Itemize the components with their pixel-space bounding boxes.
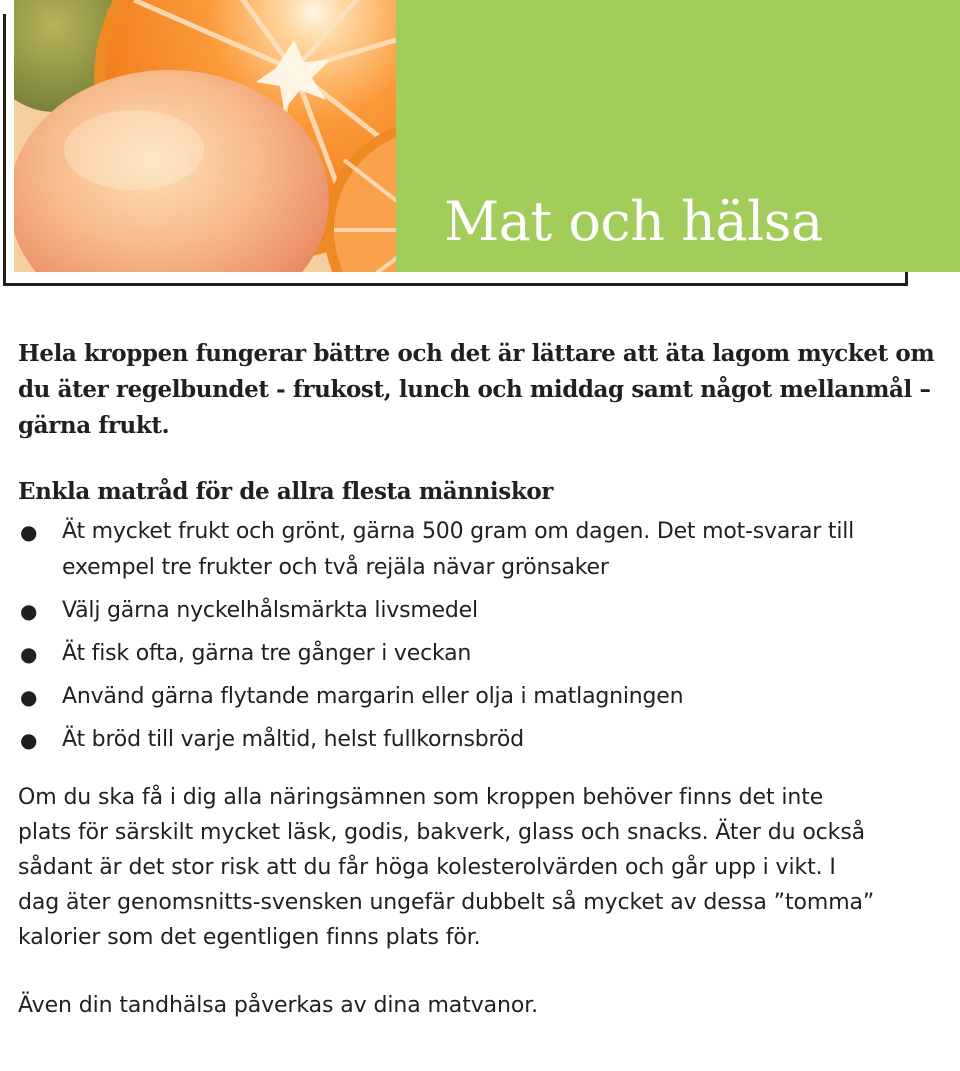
bullet-icon: ●	[20, 685, 38, 709]
body-paragraph: Även din tandhälsa påverkas av dina matvanor.	[18, 993, 539, 1018]
list-item-text: Ät fisk ofta, gärna tre gånger i veckan	[62, 641, 472, 666]
list-item	[18, 636, 948, 672]
fruit-photo-icon	[14, 0, 396, 272]
list-item-text: Välj gärna nyckelhålsmärkta livsmedel	[62, 598, 478, 623]
list-item-text: Ät bröd till varje måltid, helst fullkornsbröd	[62, 727, 524, 752]
list-item-text: Använd gärna flytande margarin eller olja i matlagningen	[62, 684, 684, 709]
bullet-icon: ●	[20, 599, 38, 623]
list-item	[18, 514, 948, 586]
header-banner	[0, 0, 960, 290]
advice-list	[18, 514, 948, 758]
list-item	[18, 679, 948, 715]
list-item-text: Ät mycket frukt och grönt, gärna 500 gram om dagen. Det mot-svarar till exempel tre frukter och två rejäla nävar grönsaker	[62, 519, 855, 580]
advice-heading: Enkla matråd för de allra flesta människor	[18, 478, 554, 505]
list-item	[18, 593, 948, 629]
intro-paragraph: Hela kroppen fungerar bättre och det är lättare att äta lagom mycket om du äter regelbundet - frukost, lunch och middag samt något mellanmål – gärna frukt.	[18, 340, 935, 439]
bullet-icon: ●	[20, 520, 38, 544]
title-panel	[396, 0, 960, 272]
list-item	[18, 722, 948, 758]
main-content	[18, 336, 948, 1023]
frame-line-left	[3, 14, 6, 286]
body-paragraph: Om du ska få i dig alla näringsämnen som kroppen behöver finns det inte plats för särskilt mycket läsk, godis, bakverk, glass och snacks. Äter du också sådant är det stor risk att du får höga kolesterolvärden och går upp i vikt. I dag äter genomsnitts-svensken ungefär dubbelt så mycket av dessa ”tomma” kalorier som det egentligen finns plats för.	[18, 785, 875, 950]
bullet-icon: ●	[20, 642, 38, 666]
bullet-icon: ●	[20, 728, 38, 752]
frame-line-bottom	[3, 283, 908, 286]
frame-line-right	[905, 272, 908, 286]
page-title: Mat och hälsa	[444, 190, 823, 253]
